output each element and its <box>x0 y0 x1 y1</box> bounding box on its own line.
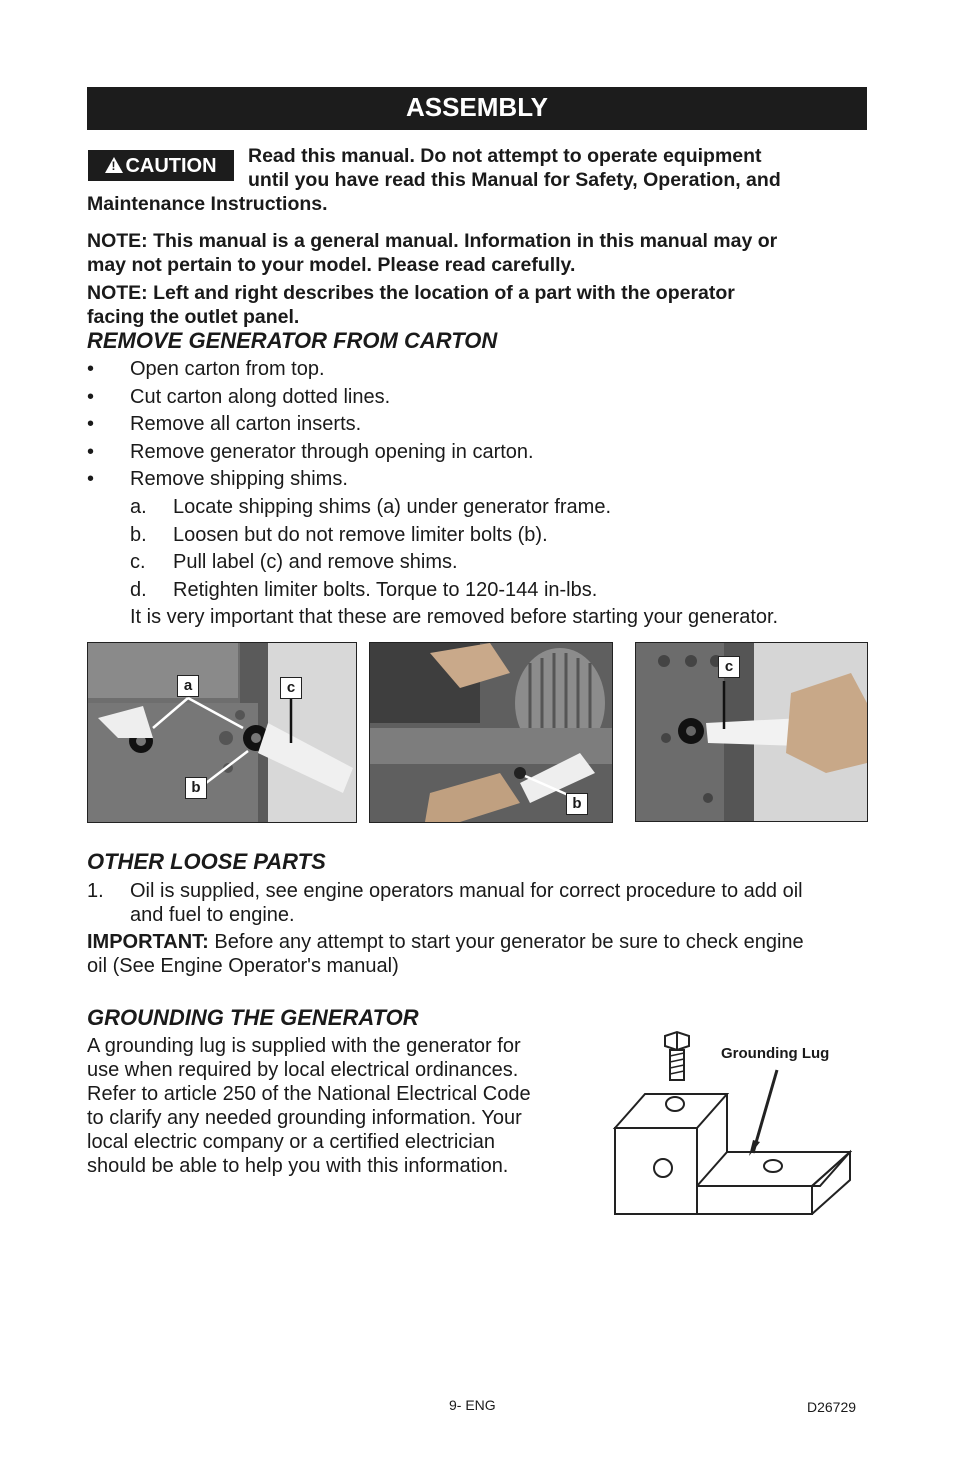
loose-part-line-2: and fuel to engine. <box>130 904 295 926</box>
note-1-line-1: NOTE: This manual is a general manual. Information in this manual may or <box>87 230 778 252</box>
section-title: ASSEMBLY <box>405 92 549 122</box>
section-title-banner <box>87 87 867 130</box>
important-label: IMPORTANT: <box>87 931 209 953</box>
sub-step-letter: c. <box>130 551 146 573</box>
loose-part-line-1: Oil is supplied, see engine operators manual for correct procedure to add oil <box>130 880 803 902</box>
caution-line-2: until you have read this Manual for Safety, Operation, and <box>248 169 781 191</box>
note-1-line-2: may not pertain to your model. Please read carefully. <box>87 254 576 276</box>
document-id: D26729 <box>807 1399 857 1415</box>
callout-a: a <box>177 675 199 697</box>
caution-badge <box>88 150 234 181</box>
grounding-text-line: Refer to article 250 of the National Electrical Code <box>87 1083 531 1105</box>
sub-step-letter: d. <box>130 579 147 601</box>
sub-step-text: Locate shipping shims (a) under generator frame. <box>173 496 612 518</box>
important-text: Before any attempt to start your generator be sure to check engine <box>208 931 804 953</box>
grounding-text-line: use when required by local electrical ordinances. <box>87 1059 519 1081</box>
grounding-text-line: A grounding lug is supplied with the generator for <box>87 1035 521 1057</box>
remove-generator-heading: REMOVE GENERATOR FROM CARTON <box>87 328 498 353</box>
bullet-dot: • <box>87 441 95 463</box>
callout-c: c <box>718 656 740 678</box>
list-item-text: Cut carton along dotted lines. <box>130 386 391 408</box>
list-item-text: Remove shipping shims. <box>130 468 348 490</box>
grounding-text-line: to clarify any needed grounding information. Your <box>87 1107 522 1129</box>
list-item-text: Remove all carton inserts. <box>130 413 362 435</box>
sub-step-text: Pull label (c) and remove shims. <box>173 551 458 573</box>
page-number: 9- ENG <box>449 1397 496 1413</box>
photo-loosen-limiter-bolts <box>369 642 613 823</box>
sub-step-letter: a. <box>130 496 147 518</box>
bullet-dot: • <box>87 358 95 380</box>
important-oil-line-2: oil (See Engine Operator's manual) <box>87 955 399 977</box>
photo-3-illustration <box>636 643 867 821</box>
caution-label: CAUTION <box>125 155 217 177</box>
sub-step-text: Retighten limiter bolts. Torque to 120-144 in-lbs. <box>173 579 598 601</box>
sub-step-letter: b. <box>130 524 147 546</box>
bullet-dot: • <box>87 386 95 408</box>
list-item-text: Remove generator through opening in carton. <box>130 441 534 463</box>
grounding-text-line: local electric company or a certified electrician <box>87 1131 495 1153</box>
bullet-dot: • <box>87 468 95 490</box>
callout-c: c <box>280 677 302 699</box>
important-removal-note: It is very important that these are removed before starting your generator. <box>130 606 779 628</box>
warning-triangle-icon <box>105 157 123 173</box>
callout-b: b <box>185 777 207 799</box>
grounding-lug-label: Grounding Lug <box>721 1045 830 1062</box>
grounding-heading: GROUNDING THE GENERATOR <box>87 1005 419 1030</box>
callout-b: b <box>566 793 588 815</box>
sub-step-text: Loosen but do not remove limiter bolts (b). <box>173 524 548 546</box>
photo-pull-label <box>635 642 868 822</box>
photo-shims-under-frame <box>87 642 357 823</box>
loose-part-number: 1. <box>87 880 104 902</box>
other-loose-parts-heading: OTHER LOOSE PARTS <box>87 849 326 874</box>
caution-line-3: Maintenance Instructions. <box>87 193 328 215</box>
important-oil-line-1 <box>87 930 804 954</box>
note-2-line-2: facing the outlet panel. <box>87 306 300 328</box>
bullet-dot: • <box>87 413 95 435</box>
list-item-text: Open carton from top. <box>130 358 325 380</box>
note-2-line-1: NOTE: Left and right describes the location of a part with the operator <box>87 282 735 304</box>
grounding-text-line: should be able to help you with this information. <box>87 1155 509 1177</box>
photo-1-illustration <box>88 643 356 822</box>
caution-line-1: Read this manual. Do not attempt to operate equipment <box>248 145 762 167</box>
